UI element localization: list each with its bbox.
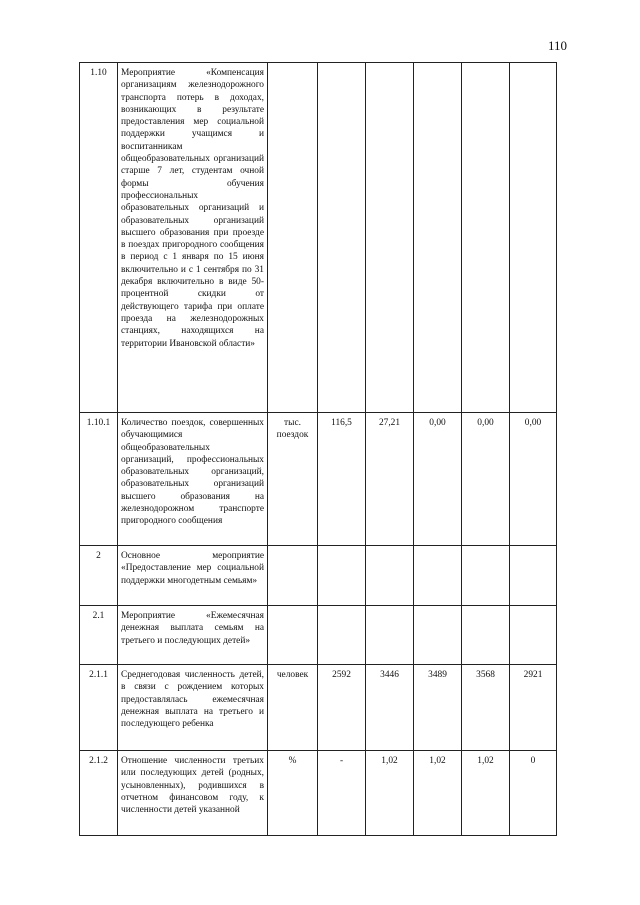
row-unit <box>268 546 318 606</box>
row-value: - <box>318 751 366 836</box>
row-number: 1.10.1 <box>80 413 118 546</box>
row-value: 1,02 <box>414 751 462 836</box>
row-value <box>414 546 462 606</box>
row-value <box>366 606 414 665</box>
row-value <box>366 546 414 606</box>
row-value: 3446 <box>366 665 414 751</box>
indicators-table <box>79 62 557 836</box>
row-number: 2.1 <box>80 606 118 665</box>
table-row <box>80 751 557 836</box>
row-value <box>318 546 366 606</box>
row-number: 2.1.2 <box>80 751 118 836</box>
row-description: Основное мероприятие «Предоставление мер социальной поддержки многодетным семьям» <box>118 546 268 606</box>
row-value: 2921 <box>510 665 557 751</box>
row-value: 3568 <box>462 665 510 751</box>
row-unit: человек <box>268 665 318 751</box>
row-value: 1,02 <box>366 751 414 836</box>
row-value <box>366 63 414 413</box>
row-value: 27,21 <box>366 413 414 546</box>
row-number: 2 <box>80 546 118 606</box>
row-unit <box>268 63 318 413</box>
row-unit <box>268 606 318 665</box>
row-value: 1,02 <box>462 751 510 836</box>
row-description: Мероприятие «Ежемесячная денежная выплата семьям на третьего и последующих детей» <box>118 606 268 665</box>
row-value <box>462 606 510 665</box>
row-number: 2.1.1 <box>80 665 118 751</box>
row-description: Среднегодовая численность детей, в связи с рождением которых предоставлялась ежемесячная денежная выплата на третьего и последующего ребенка <box>118 665 268 751</box>
row-description: Количество поездок, совершенных обучающимися общеобразовательных организаций, профессиональных образовательных организаций, образовательных организаций высшего образования на железнодорожном транспорте пригородного сообщения <box>118 413 268 546</box>
table-row <box>80 606 557 665</box>
row-value: 0,00 <box>462 413 510 546</box>
row-value <box>414 63 462 413</box>
row-value <box>510 63 557 413</box>
row-value <box>318 63 366 413</box>
row-value <box>462 63 510 413</box>
page-number: 110 <box>548 38 568 53</box>
row-value <box>414 606 462 665</box>
row-value <box>510 606 557 665</box>
table-row <box>80 546 557 606</box>
row-unit: % <box>268 751 318 836</box>
row-value <box>318 606 366 665</box>
table-row <box>80 665 557 751</box>
row-description: Отношение численности третьих или последующих детей (родных, усыновленных), родившихся в отчетном финансовом году, к численности детей указанной <box>118 751 268 836</box>
row-value: 0 <box>510 751 557 836</box>
row-value: 3489 <box>414 665 462 751</box>
row-number: 1.10 <box>80 63 118 413</box>
row-value: 116,5 <box>318 413 366 546</box>
table-row <box>80 63 557 413</box>
row-value: 0,00 <box>414 413 462 546</box>
table-row <box>80 413 557 546</box>
row-value: 0,00 <box>510 413 557 546</box>
row-unit: тыс. поездок <box>268 413 318 546</box>
row-value <box>462 546 510 606</box>
row-value: 2592 <box>318 665 366 751</box>
row-description: Мероприятие «Компенсация организациям железнодорожного транспорта потерь в доходах, возникающих в результате предоставления мер социальной поддержки учащимся и воспитанникам общеобразовательных организаций старше 7 лет, студентам очной формы обучения профессиональных образовательных организаций и образовательных организаций высшего образования при проезде в поездах пригородного сообщения в период с 1 января по 15 июня включительно и с 1 сентября по 31 декабря включительно в виде 50-процентной скидки от действующего тарифа при оплате проезда на железнодорожных станциях, находящихся на территории Ивановской области» <box>118 63 268 413</box>
row-value <box>510 546 557 606</box>
